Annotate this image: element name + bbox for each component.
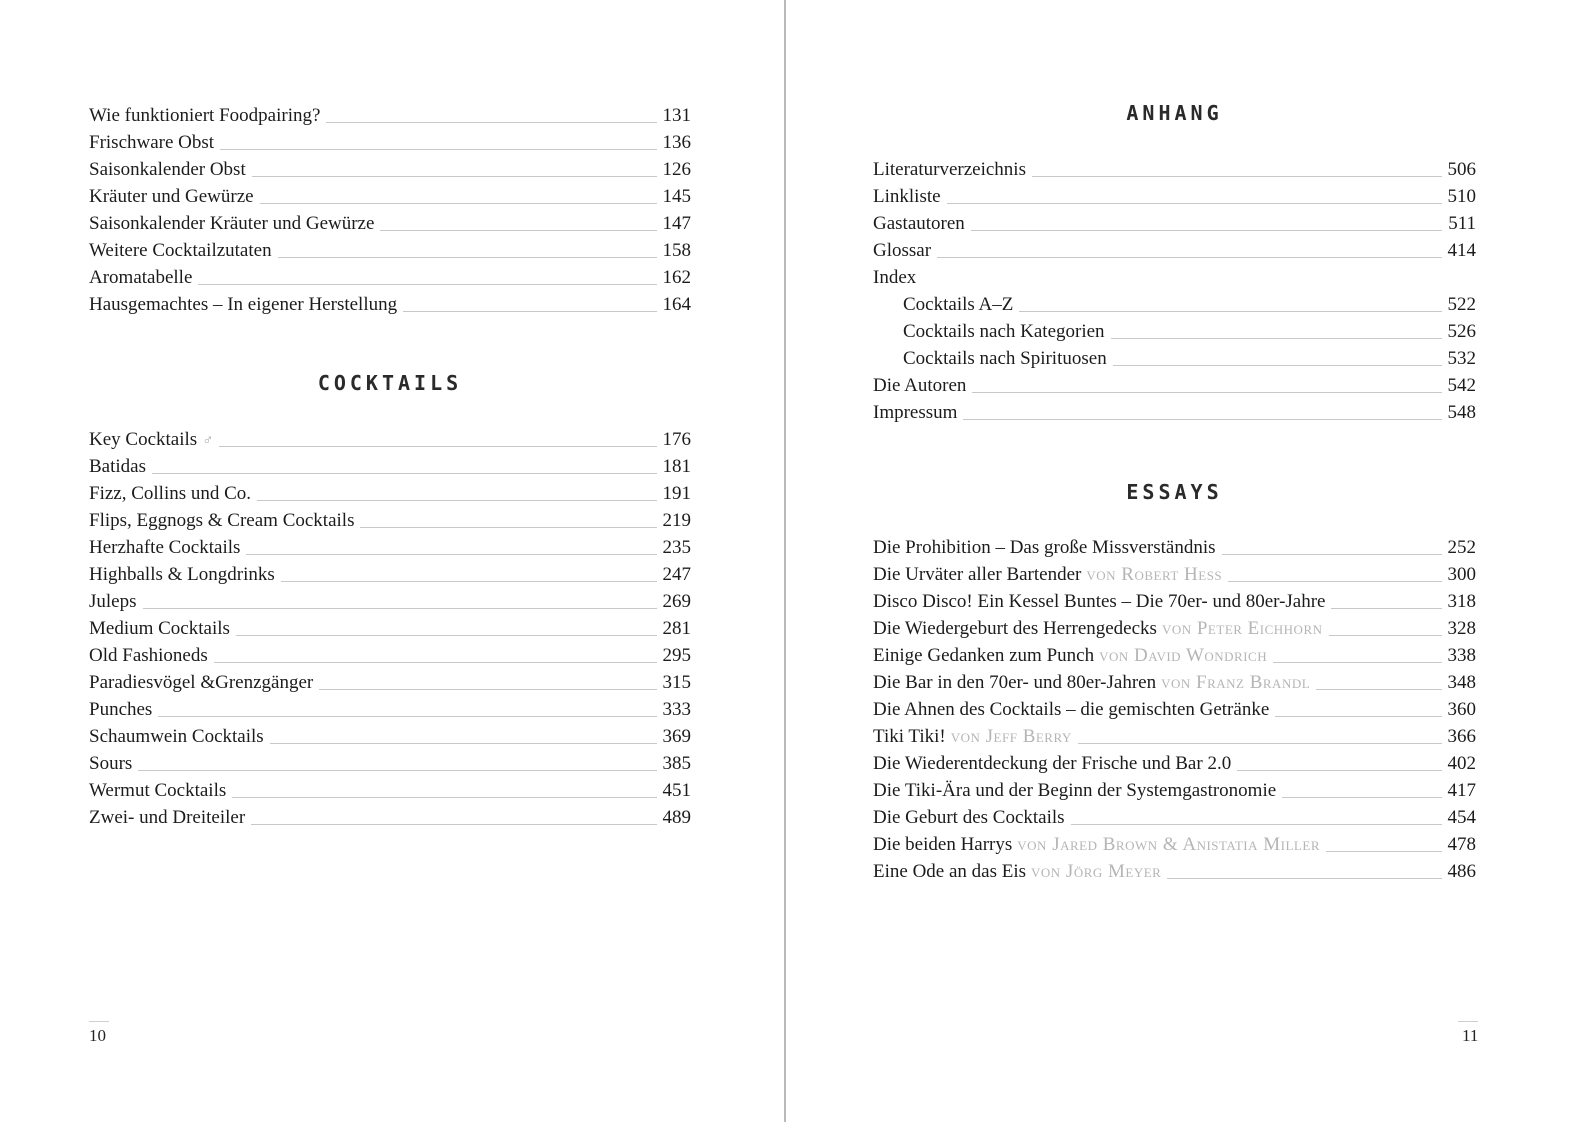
toc-entry-page-number: 506 <box>1447 159 1476 180</box>
toc-entry <box>873 615 1476 642</box>
dot-leader <box>278 256 657 258</box>
toc-entry <box>873 642 1476 669</box>
toc-entry <box>89 777 691 804</box>
cocktails-section <box>89 368 691 398</box>
dot-leader <box>260 202 657 204</box>
dot-leader <box>1329 634 1442 636</box>
toc-entry <box>873 723 1476 750</box>
toc-entry-page-number: 300 <box>1447 564 1476 585</box>
toc-entry-title: Die Urväter aller Bartender <box>873 564 1082 585</box>
dot-leader <box>319 688 656 690</box>
toc-entry-title: Batidas <box>89 456 146 477</box>
toc-entry <box>873 318 1476 345</box>
toc-entry <box>89 804 691 831</box>
dot-leader <box>1078 742 1442 744</box>
toc-entry <box>873 399 1476 426</box>
dot-leader <box>1019 310 1441 312</box>
toc-entry <box>89 642 691 669</box>
dot-leader <box>1167 877 1441 879</box>
toc-entry-page-number: 136 <box>662 132 691 153</box>
toc-entry-title: Literaturverzeichnis <box>873 159 1026 180</box>
toc-entry-page-number: 454 <box>1447 807 1476 828</box>
toc-entry <box>873 291 1476 318</box>
toc-entry-page-number: 219 <box>662 510 691 531</box>
essays-section <box>873 477 1476 507</box>
toc-entry-title: Gastautoren <box>873 213 965 234</box>
anhang-heading: ANHANG <box>1126 101 1223 125</box>
toc-entry-author: von Jörg Meyer <box>1031 861 1162 882</box>
toc-entry <box>89 561 691 588</box>
toc-entry-title: Disco Disco! Ein Kessel Buntes – Die 70er- und 80er-Jahre <box>873 591 1326 612</box>
toc-entry-page-number: 333 <box>662 699 691 720</box>
dot-leader <box>1275 715 1441 717</box>
dot-leader <box>236 634 657 636</box>
folio-rule-left <box>89 1021 109 1022</box>
toc-entry <box>89 453 691 480</box>
dot-leader <box>214 661 657 663</box>
toc-entry-title: Aromatabelle <box>89 267 193 288</box>
toc-entry-title: Paradiesvögel &Grenzgänger <box>89 672 314 693</box>
toc-entry-title: Die Wiedergeburt des Herrengedecks <box>873 618 1157 639</box>
toc-entry-page-number: 510 <box>1447 186 1476 207</box>
dot-leader <box>1282 796 1441 798</box>
toc-entry-title: Medium Cocktails <box>89 618 230 639</box>
toc-entry-title: Die Ahnen des Cocktails – die gemischten Getränke <box>873 699 1270 720</box>
toc-entry-page-number: 451 <box>662 780 691 801</box>
toc-entry-page-number: 478 <box>1447 834 1476 855</box>
toc-entry <box>873 669 1476 696</box>
dot-leader <box>1111 337 1442 339</box>
dot-leader <box>143 607 657 609</box>
toc-entry-title: Einige Gedanken zum Punch <box>873 645 1095 666</box>
toc-entry <box>89 102 691 129</box>
dot-leader <box>1228 580 1441 582</box>
toc-entry-title: Old Fashioneds <box>89 645 208 666</box>
toc-entry-title: Die Geburt des Cocktails <box>873 807 1065 828</box>
toc-entry-author: von Peter Eichhorn <box>1161 618 1323 639</box>
toc-entry-page-number: 328 <box>1447 618 1476 639</box>
toc-entry <box>89 588 691 615</box>
toc-entry-page-number: 532 <box>1447 348 1476 369</box>
toc-entry <box>89 534 691 561</box>
cocktails-entry-list <box>89 426 691 831</box>
toc-entry-page-number: 338 <box>1447 645 1476 666</box>
dot-leader <box>972 391 1441 393</box>
toc-entry-title: Schaumwein Cocktails <box>89 726 264 747</box>
dot-leader <box>198 283 656 285</box>
toc-entry-title: Hausgemachtes – In eigener Herstellung <box>89 294 398 315</box>
dot-leader <box>1071 823 1442 825</box>
toc-entry <box>89 750 691 777</box>
toc-entry-title: Punches <box>89 699 153 720</box>
toc-entry-page-number: 318 <box>1447 591 1476 612</box>
dot-leader <box>252 175 657 177</box>
toc-entry-title: Kräuter und Gewürze <box>89 186 254 207</box>
toc-entry-page-number: 158 <box>662 240 691 261</box>
toc-entry-page-number: 247 <box>662 564 691 585</box>
toc-entry-page-number: 191 <box>662 483 691 504</box>
dot-leader <box>1331 607 1441 609</box>
dot-leader <box>1222 553 1442 555</box>
toc-entry <box>873 156 1476 183</box>
toc-entry-page-number: 295 <box>662 645 691 666</box>
key-icon: ♂ <box>202 433 214 449</box>
toc-entry-page-number: 315 <box>662 672 691 693</box>
toc-entry <box>89 156 691 183</box>
essays-entry-list <box>873 534 1476 885</box>
toc-entry <box>89 183 691 210</box>
toc-entry-title: Eine Ode an das Eis <box>873 861 1027 882</box>
toc-entry-page-number: 385 <box>662 753 691 774</box>
dot-leader <box>257 499 656 501</box>
toc-entry <box>873 534 1476 561</box>
dot-leader <box>1032 175 1442 177</box>
dot-leader <box>232 796 656 798</box>
toc-entry-title: Cocktails nach Spirituosen <box>903 348 1107 369</box>
toc-entry-page-number: 414 <box>1447 240 1476 261</box>
toc-entry <box>89 669 691 696</box>
toc-entry <box>873 372 1476 399</box>
intro-entry-list <box>89 102 691 318</box>
toc-entry <box>873 561 1476 588</box>
dot-leader <box>158 715 656 717</box>
toc-entry-page-number: 526 <box>1447 321 1476 342</box>
toc-entry-author: von David Wondrich <box>1099 645 1268 666</box>
anhang-entry-list <box>873 156 1476 426</box>
toc-entry-page-number: 542 <box>1447 375 1476 396</box>
dot-leader <box>937 256 1441 258</box>
toc-entry <box>873 750 1476 777</box>
toc-entry-title: Saisonkalender Obst <box>89 159 246 180</box>
toc-entry-title: Wie funktioniert Foodpairing? <box>89 105 321 126</box>
cocktails-heading: COCKTAILS <box>317 371 463 395</box>
toc-entry-page-number: 281 <box>662 618 691 639</box>
toc-entry-title: Tiki Tiki! <box>873 726 946 747</box>
toc-entry <box>89 210 691 237</box>
toc-entry <box>873 831 1476 858</box>
toc-entry-title: Highballs & Longdrinks <box>89 564 275 585</box>
toc-entry <box>89 426 691 453</box>
dot-leader <box>1273 661 1441 663</box>
toc-entry <box>89 615 691 642</box>
toc-entry-author: von Jeff Berry <box>950 726 1072 747</box>
toc-entry <box>873 588 1476 615</box>
dot-leader <box>360 526 656 528</box>
anhang-list-section <box>873 156 1476 426</box>
folio-rule-right <box>1458 1021 1478 1022</box>
toc-entry-page-number: 511 <box>1448 213 1476 234</box>
toc-entry-title: Herzhafte Cocktails <box>89 537 241 558</box>
toc-entry-title: Saisonkalender Kräuter und Gewürze <box>89 213 375 234</box>
toc-entry <box>89 291 691 318</box>
toc-entry <box>873 345 1476 372</box>
anhang-section <box>873 98 1476 128</box>
toc-entry-title: Impressum <box>873 402 958 423</box>
dot-leader <box>251 823 656 825</box>
toc-entry-title: Die Wiederentdeckung der Frische und Bar 2.0 <box>873 753 1232 774</box>
essays-list-section <box>873 534 1476 885</box>
toc-entry-page-number: 269 <box>662 591 691 612</box>
dot-leader <box>963 418 1441 420</box>
toc-entry-title: Wermut Cocktails <box>89 780 227 801</box>
toc-entry-title: Die Autoren <box>873 375 967 396</box>
toc-entry-author: von Jared Brown & Anistatia Miller <box>1017 834 1320 855</box>
toc-entry <box>89 507 691 534</box>
toc-entry-page-number: 147 <box>662 213 691 234</box>
dot-leader <box>1113 364 1442 366</box>
toc-entry <box>873 237 1476 264</box>
toc-entry-page-number: 181 <box>662 456 691 477</box>
toc-entry <box>89 264 691 291</box>
toc-entry-page-number: 126 <box>662 159 691 180</box>
toc-entry <box>873 804 1476 831</box>
toc-entry-page-number: 402 <box>1447 753 1476 774</box>
toc-entry-page-number: 369 <box>662 726 691 747</box>
toc-entry-page-number: 348 <box>1447 672 1476 693</box>
toc-entry-page-number: 489 <box>662 807 691 828</box>
toc-entry-page-number: 176 <box>662 429 691 450</box>
toc-entry <box>89 237 691 264</box>
left-page <box>0 0 784 1122</box>
toc-entry <box>89 723 691 750</box>
toc-entry <box>89 129 691 156</box>
toc-entry <box>873 210 1476 237</box>
toc-entry-page-number: 360 <box>1447 699 1476 720</box>
dot-leader <box>380 229 656 231</box>
toc-entry <box>89 696 691 723</box>
toc-entry-title: Frischware Obst <box>89 132 215 153</box>
toc-entry-page-number: 417 <box>1447 780 1476 801</box>
toc-entry-page-number: 252 <box>1447 537 1476 558</box>
dot-leader <box>246 553 656 555</box>
right-page <box>786 0 1571 1122</box>
page-number-left: 10 <box>89 1026 106 1045</box>
dot-leader <box>403 310 656 312</box>
toc-entry-title: Fizz, Collins und Co. <box>89 483 252 504</box>
dot-leader <box>1326 850 1442 852</box>
intro-section <box>89 102 691 318</box>
dot-leader <box>219 445 656 447</box>
toc-entry-title: Linkliste <box>873 186 941 207</box>
dot-leader <box>947 202 1442 204</box>
dot-leader <box>220 148 656 150</box>
toc-entry-title: Cocktails nach Kategorien <box>903 321 1105 342</box>
toc-entry-title: Juleps <box>89 591 137 612</box>
dot-leader <box>152 472 657 474</box>
cocktails-list-section <box>89 426 691 831</box>
toc-entry <box>873 264 1476 291</box>
dot-leader <box>326 121 656 123</box>
toc-entry-title: Flips, Eggnogs & Cream Cocktails <box>89 510 355 531</box>
toc-entry-page-number: 486 <box>1447 861 1476 882</box>
toc-entry-page-number: 162 <box>662 267 691 288</box>
dot-leader <box>138 769 656 771</box>
dot-leader <box>1237 769 1441 771</box>
toc-entry <box>873 858 1476 885</box>
essays-heading: ESSAYS <box>1126 480 1223 504</box>
toc-entry-page-number: 548 <box>1447 402 1476 423</box>
dot-leader <box>270 742 657 744</box>
toc-entry <box>873 183 1476 210</box>
toc-entry-title: Key Cocktails <box>89 429 198 450</box>
toc-entry <box>89 480 691 507</box>
toc-entry-title: Die beiden Harrys <box>873 834 1013 855</box>
dot-leader <box>281 580 657 582</box>
toc-entry-page-number: 164 <box>662 294 691 315</box>
toc-entry-title: Glossar <box>873 240 932 261</box>
toc-entry-page-number: 131 <box>662 105 691 126</box>
toc-entry-title: Cocktails A–Z <box>903 294 1014 315</box>
toc-entry-title: Weitere Cocktailzutaten <box>89 240 272 261</box>
toc-entry-author: von Robert Hess <box>1086 564 1223 585</box>
toc-entry-title: Zwei- und Dreiteiler <box>89 807 246 828</box>
toc-entry-page-number: 366 <box>1447 726 1476 747</box>
dot-leader <box>1316 688 1441 690</box>
toc-entry <box>873 777 1476 804</box>
toc-entry-page-number: 522 <box>1447 294 1476 315</box>
dot-leader <box>971 229 1442 231</box>
toc-entry-title: Die Bar in den 70er- und 80er-Jahren <box>873 672 1157 693</box>
toc-entry-title: Die Prohibition – Das große Missverständnis <box>873 537 1216 558</box>
toc-entry-title: Die Tiki-Ära und der Beginn der Systemgastronomie <box>873 780 1277 801</box>
toc-entry-title: Sours <box>89 753 133 774</box>
page-number-right: 11 <box>1462 1026 1479 1045</box>
toc-entry <box>873 696 1476 723</box>
toc-entry-author: von Franz Brandl <box>1161 672 1311 693</box>
toc-entry-page-number: 145 <box>662 186 691 207</box>
toc-entry-page-number: 235 <box>662 537 691 558</box>
toc-entry-title: Index <box>873 267 917 288</box>
